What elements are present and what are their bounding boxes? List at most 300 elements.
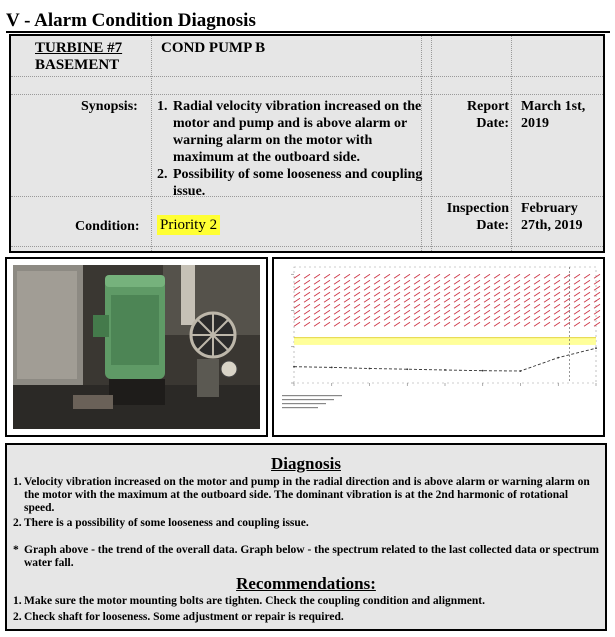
alarm-band-hatch [484,286,490,290]
alarm-band-hatch [564,322,570,326]
alarm-band-hatch [584,316,590,320]
alarm-band-hatch [534,298,540,302]
alarm-band-hatch [334,292,340,296]
trend-point [444,369,446,371]
alarm-band-hatch [314,280,320,284]
alarm-band-hatch [584,286,590,290]
alarm-band-hatch [344,310,350,314]
alarm-band-hatch [354,298,360,302]
alarm-band-hatch [324,286,330,290]
alarm-band-hatch [484,298,490,302]
trend-point [331,367,333,369]
condition-label: Condition: [75,219,140,234]
alarm-band-hatch [534,292,540,296]
alarm-band-hatch [534,322,540,326]
alarm-band-hatch [524,280,530,284]
synopsis-item [157,166,427,200]
graph-note-text: Graph above - the trend of the overall data. Graph below - the spectrum related to the last collected data or spectrum water fall. [24,544,599,569]
legend-line [282,399,334,400]
trend-point [482,370,484,372]
alarm-band-hatch [484,292,490,296]
alarm-band-hatch [584,298,590,302]
alarm-band-hatch [554,316,560,320]
alarm-band-hatch [434,280,440,284]
alarm-band-hatch [354,310,360,314]
alarm-band-hatch [544,274,550,278]
alarm-band-hatch [514,310,520,314]
synopsis-item-text: Radial velocity vibration increased on the motor and pump and is above alarm or warning alarm on the motor with maximum at the outboard side. [173,99,422,165]
alarm-band-hatch [504,304,510,308]
alarm-band-hatch [524,310,530,314]
alarm-band-hatch [534,316,540,320]
alarm-band-hatch [434,274,440,278]
alarm-band-hatch [354,280,360,284]
condition-value: Priority 2 [157,215,220,235]
alarm-band-hatch [424,304,430,308]
alarm-band-hatch [374,298,380,302]
alarm-band-hatch [314,322,320,326]
alarm-band-hatch [384,280,390,284]
alarm-band-hatch [454,304,460,308]
alarm-band-hatch [564,274,570,278]
alarm-band-hatch [394,310,400,314]
alarm-band-hatch [414,322,420,326]
alarm-band-hatch [354,322,360,326]
alarm-band-hatch [534,274,540,278]
alarm-band-hatch [334,298,340,302]
recommendation-item [13,610,599,624]
alarm-band-hatch [484,316,490,320]
alarm-band-hatch [394,322,400,326]
alarm-band-hatch [504,280,510,284]
alarm-band-hatch [494,280,500,284]
alarm-band-hatch [504,292,510,296]
alarm-band-hatch [484,274,490,278]
alarm-band-hatch [324,316,330,320]
alarm-band-hatch [494,316,500,320]
alarm-band-hatch [464,322,470,326]
alarm-band-hatch [584,304,590,308]
alarm-band-hatch [594,304,600,308]
alarm-band-hatch [474,310,480,314]
alarm-band-hatch [544,280,550,284]
alarm-band-hatch [314,304,320,308]
alarm-band-hatch [394,292,400,296]
alarm-band-hatch [544,316,550,320]
alarm-band-hatch [324,322,330,326]
alarm-band-hatch [574,274,580,278]
alarm-band-hatch [414,316,420,320]
alarm-band-hatch [424,316,430,320]
alarm-band-hatch [344,316,350,320]
alarm-band-hatch [344,304,350,308]
alarm-band-hatch [384,310,390,314]
alarm-band-hatch [414,274,420,278]
alarm-band-hatch [304,286,310,290]
alarm-band-hatch [314,310,320,314]
alarm-band-hatch [414,298,420,302]
alarm-band-hatch [324,292,330,296]
alarm-band-hatch [434,310,440,314]
recommendations-title [7,574,605,594]
alarm-band-hatch [364,280,370,284]
recommendation-item-text: Check shaft for looseness. Some adjustment or repair is required. [24,611,344,623]
alarm-band-hatch [344,280,350,284]
alarm-band-hatch [454,274,460,278]
alarm-band-hatch [564,304,570,308]
diagnosis-item-text: There is a possibility of some looseness and coupling issue. [24,517,309,529]
alarm-band-hatch [304,280,310,284]
alarm-band-hatch [354,316,360,320]
alarm-band-hatch [384,286,390,290]
alarm-band-hatch [374,310,380,314]
alarm-band-hatch [524,292,530,296]
alarm-band-hatch [394,304,400,308]
alarm-band-hatch [434,292,440,296]
diagnosis-item-number: 1. [13,476,22,488]
alarm-band-hatch [554,286,560,290]
alarm-band-hatch [464,304,470,308]
alarm-band-hatch [404,280,410,284]
alarm-band-hatch [414,286,420,290]
site-line1: TURBINE #7 [35,40,123,56]
alarm-band-hatch [504,322,510,326]
legend-line [282,403,326,404]
legend-line [282,395,342,396]
alarm-band-hatch [554,280,560,284]
alarm-band-hatch [334,280,340,284]
alarm-band-hatch [384,322,390,326]
alarm-band-hatch [494,274,500,278]
alarm-band-hatch [554,292,560,296]
site-line2: BASEMENT [35,57,120,73]
alarm-band-hatch [494,304,500,308]
alarm-band-hatch [564,286,570,290]
alarm-band-hatch [384,316,390,320]
diagnosis-item-text: Velocity vibration increased on the motor and pump in the radial direction and is above alarm or warning alarm on the motor with the maximum at the outboard side. The dominant vibration is at the 2nd harmonic of rotational speed. [24,476,590,514]
grid-line [511,36,512,251]
alarm-band-hatch [374,280,380,284]
inspection-date-value: February 27th, 2019 [521,201,583,233]
synopsis-item-number: 2. [157,167,168,182]
alarm-band-hatch [574,322,580,326]
alarm-band-hatch [394,280,400,284]
alarm-band-hatch [344,274,350,278]
alarm-band-hatch [364,286,370,290]
alarm-band-hatch [554,304,560,308]
alarm-band-hatch [314,292,320,296]
recommendations-title-text: Recommendations: [236,574,376,593]
alarm-band-hatch [424,274,430,278]
alarm-band-hatch [574,286,580,290]
alarm-band-hatch [544,304,550,308]
alarm-band-hatch [334,316,340,320]
alarm-band-hatch [394,274,400,278]
alarm-band-hatch [494,310,500,314]
alarm-band-hatch [304,310,310,314]
alarm-band-hatch [524,274,530,278]
alarm-band-hatch [384,304,390,308]
alarm-band-hatch [444,304,450,308]
alarm-band-hatch [314,274,320,278]
alarm-band-hatch [374,322,380,326]
alarm-band-hatch [424,310,430,314]
equipment-name: COND PUMP B [161,40,266,56]
alarm-band-hatch [504,298,510,302]
alarm-band-hatch [554,310,560,314]
alarm-band-hatch [564,316,570,320]
diagnosis-title-text: Diagnosis [271,454,341,473]
alarm-band-hatch [454,316,460,320]
report-date-label: Report Date: [467,99,509,131]
alarm-band-hatch [334,304,340,308]
alarm-band-hatch [584,280,590,284]
synopsis-item-text: Possibility of some looseness and coupling issue. [173,167,423,199]
alarm-band-hatch [344,292,350,296]
alarm-band-hatch [414,280,420,284]
alarm-band-hatch [514,322,520,326]
alarm-band-hatch [434,316,440,320]
alarm-band-hatch [294,298,300,302]
alarm-band-hatch [364,310,370,314]
alarm-band-hatch [474,292,480,296]
alarm-band-hatch [554,274,560,278]
alarm-band-hatch [354,304,360,308]
alarm-band-hatch [344,298,350,302]
alarm-band-hatch [494,322,500,326]
alarm-band-hatch [354,292,360,296]
graph-note [13,544,599,570]
alarm-band-hatch [304,322,310,326]
diagnosis-item [13,476,599,515]
alarm-band-hatch [544,286,550,290]
alarm-band-hatch [294,322,300,326]
page-title: V - Alarm Condition Diagnosis [6,10,256,31]
alarm-band-hatch [514,304,520,308]
alarm-band-hatch [314,316,320,320]
alarm-band-hatch [434,304,440,308]
trend-chart [274,259,603,435]
alarm-band-hatch [494,292,500,296]
photo-frame [5,257,268,437]
alarm-band-hatch [564,292,570,296]
alarm-band-hatch [454,292,460,296]
alarm-band-hatch [484,322,490,326]
alarm-band-hatch [374,316,380,320]
alarm-band-hatch [424,322,430,326]
alarm-band-hatch [434,286,440,290]
alarm-band-hatch [404,316,410,320]
alarm-band-hatch [524,322,530,326]
alarm-band-hatch [514,292,520,296]
alarm-band-hatch [544,292,550,296]
alarm-band-hatch [564,310,570,314]
alarm-band-hatch [334,322,340,326]
recommendation-item-number: 1. [13,595,22,607]
alarm-band-hatch [514,316,520,320]
alarm-band-hatch [344,286,350,290]
alarm-band-hatch [354,286,360,290]
alarm-band-hatch [374,304,380,308]
alarm-band-hatch [464,280,470,284]
alarm-band-hatch [364,304,370,308]
alarm-band-hatch [444,274,450,278]
alarm-band-hatch [294,280,300,284]
grid-line [11,76,603,77]
alarm-band-hatch [514,280,520,284]
alarm-band-hatch [594,322,600,326]
alarm-band-hatch [404,286,410,290]
legend-line [282,407,318,408]
alarm-band-hatch [384,274,390,278]
alarm-band-hatch [454,310,460,314]
alarm-band-hatch [464,274,470,278]
alarm-band-hatch [364,322,370,326]
alarm-band-hatch [404,310,410,314]
alarm-band-hatch [494,298,500,302]
alarm-band-hatch [404,298,410,302]
trend-point [557,357,559,359]
alarm-band-hatch [464,298,470,302]
alarm-band-hatch [374,286,380,290]
alarm-band-hatch [324,280,330,284]
synopsis-item-number: 1. [157,99,168,114]
alarm-band-hatch [464,286,470,290]
alarm-band-hatch [574,292,580,296]
alarm-band-hatch [334,274,340,278]
alarm-band-hatch [424,286,430,290]
alarm-band-hatch [584,274,590,278]
alarm-band-hatch [474,280,480,284]
alarm-band-hatch [524,316,530,320]
alarm-band-hatch [594,310,600,314]
alarm-band-hatch [454,286,460,290]
alarm-band-hatch [504,286,510,290]
alarm-band-hatch [564,280,570,284]
alarm-band-hatch [444,310,450,314]
alarm-band-hatch [474,298,480,302]
alarm-band-hatch [454,280,460,284]
alarm-band-hatch [554,322,560,326]
alarm-band-hatch [374,274,380,278]
alarm-band-hatch [314,298,320,302]
graph-note-star: * [13,544,19,556]
alarm-band-hatch [374,292,380,296]
diagnosis-item-number: 2. [13,517,22,529]
trend-point [406,368,408,370]
trend-point [293,366,295,368]
alarm-band-hatch [524,298,530,302]
alarm-band-hatch [504,274,510,278]
trend-point [595,347,597,349]
alarm-band-hatch [334,286,340,290]
alarm-band-hatch [444,298,450,302]
synopsis-list [157,98,427,200]
alarm-band-hatch [464,316,470,320]
alarm-band-hatch [424,298,430,302]
alarm-band-hatch [294,292,300,296]
alarm-band-hatch [574,316,580,320]
alarm-band-hatch [534,280,540,284]
trend-point [369,368,371,370]
alarm-band-hatch [524,286,530,290]
title-underline [6,31,610,33]
alarm-band-hatch [584,310,590,314]
alarm-band-hatch [534,310,540,314]
alarm-band-hatch [294,286,300,290]
alarm-band-hatch [414,304,420,308]
alarm-band-hatch [464,292,470,296]
alarm-band-hatch [594,316,600,320]
alarm-band-hatch [584,322,590,326]
alarm-band-hatch [414,292,420,296]
alarm-band-hatch [594,274,600,278]
alarm-band-hatch [524,304,530,308]
recommendation-item-text: Make sure the motor mounting bolts are tighten. Check the coupling condition and alignment. [24,595,485,607]
alarm-band-hatch [474,286,480,290]
alarm-band-hatch [414,310,420,314]
recommendation-item [13,594,599,608]
alarm-band-hatch [574,298,580,302]
diagnosis-panel [5,443,607,631]
recommendation-item-number: 2. [13,611,22,623]
inspection-date-label: Inspection Date: [446,201,509,233]
alarm-band-hatch [294,304,300,308]
alarm-band-hatch [474,322,480,326]
alarm-band-hatch [404,292,410,296]
alarm-band-hatch [384,292,390,296]
diagnosis-title [7,454,605,474]
diagnosis-item [13,517,599,530]
alarm-band-hatch [544,298,550,302]
alarm-band-hatch [444,292,450,296]
alarm-band-hatch [574,280,580,284]
alarm-band-hatch [304,292,310,296]
alarm-band-hatch [424,280,430,284]
alarm-band-hatch [344,322,350,326]
alarm-band-hatch [534,304,540,308]
alarm-band-hatch [444,316,450,320]
info-panel [9,34,605,253]
alarm-band-hatch [484,280,490,284]
alarm-band-hatch [304,304,310,308]
alarm-band-hatch [444,322,450,326]
recommendations-list [13,594,599,626]
alarm-band-hatch [324,304,330,308]
alarm-band-hatch [294,316,300,320]
alarm-band-hatch [364,292,370,296]
diagnosis-list [13,476,599,532]
alarm-band-hatch [584,292,590,296]
alarm-band-hatch [554,298,560,302]
plot-frame [294,267,596,383]
grid-line [151,36,152,251]
alarm-band-hatch [534,286,540,290]
alarm-band-hatch [394,316,400,320]
alarm-band-hatch [544,310,550,314]
alarm-band-hatch [474,304,480,308]
alarm-band-hatch [514,298,520,302]
alarm-band-hatch [364,298,370,302]
alarm-band-hatch [504,316,510,320]
warning-band [294,338,596,345]
alarm-band-hatch [434,322,440,326]
alarm-band-hatch [404,322,410,326]
alarm-band-hatch [404,274,410,278]
alarm-band-hatch [294,274,300,278]
alarm-band-hatch [304,298,310,302]
alarm-band-hatch [544,322,550,326]
